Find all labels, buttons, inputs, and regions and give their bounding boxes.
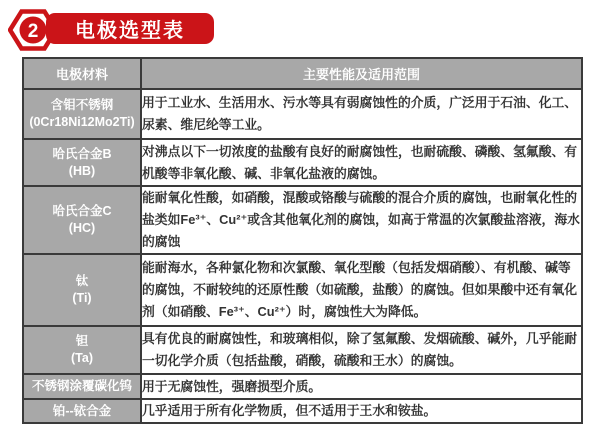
section-title: 电极选型表 bbox=[75, 20, 185, 42]
table-row bbox=[23, 399, 582, 423]
table-header-row bbox=[23, 58, 582, 89]
material-code: (0Cr18Ni12Mo2Ti) bbox=[29, 115, 135, 129]
column-header-performance: 主要性能及适用范围 bbox=[141, 58, 582, 89]
section-banner bbox=[46, 13, 214, 44]
material-name: 哈氏合金C bbox=[52, 204, 112, 218]
description-cell: 用于工业水、生活用水、污水等具有弱腐蚀性的介质，广泛用于石油、化工、尿素、维尼纶等工业。 bbox=[141, 89, 582, 139]
material-name: 哈氏合金B bbox=[52, 146, 112, 161]
material-code: (Ti) bbox=[72, 291, 92, 305]
material-cell bbox=[23, 186, 141, 254]
table-row bbox=[23, 139, 582, 186]
material-cell bbox=[23, 89, 141, 139]
table-row bbox=[23, 326, 582, 374]
description-cell: 具有优良的耐腐蚀性，和玻璃相似，除了氢氟酸、发烟硫酸、碱外，几乎能耐一切化学介质（包括盐酸，硝酸，硫酸和王水）的腐蚀。 bbox=[141, 326, 582, 374]
material-cell bbox=[23, 374, 141, 399]
description-cell: 用于无腐蚀性，强磨损型介质。 bbox=[141, 374, 582, 399]
electrode-selection-table bbox=[22, 57, 583, 424]
material-cell bbox=[23, 139, 141, 186]
table-row bbox=[23, 254, 582, 326]
material-name: 含钼不锈钢 bbox=[50, 98, 114, 112]
material-cell bbox=[23, 399, 141, 423]
material-name: 铂--铱合金 bbox=[52, 403, 112, 418]
material-name: 钛 bbox=[75, 274, 89, 288]
table-row bbox=[23, 89, 582, 139]
material-code: (HC) bbox=[68, 221, 96, 235]
material-cell bbox=[23, 326, 141, 374]
material-name: 不锈钢涂覆碳化钨 bbox=[31, 379, 132, 393]
table-row bbox=[23, 186, 582, 254]
description-cell: 几乎适用于所有化学物质，但不适用于王水和铵盐。 bbox=[141, 399, 582, 423]
material-name: 钽 bbox=[75, 334, 89, 348]
column-header-material: 电极材料 bbox=[23, 58, 141, 89]
material-code: (Ta) bbox=[71, 351, 93, 365]
description-cell: 对沸点以下一切浓度的盐酸有良好的耐腐蚀性，也耐硫酸、磷酸、氢氟酸、有机酸等非氧化酸、碱、非氧化盐液的腐蚀。 bbox=[141, 139, 582, 186]
description-cell: 能耐氧化性酸，如硝酸，混酸或铬酸与硫酸的混合介质的腐蚀，也耐氧化性的盐类如Fe³⁺、Cu²⁺或含其他氧化剂的腐蚀，如高于常温的次氯酸盐溶液，海水的腐蚀 bbox=[141, 186, 582, 254]
material-code: (HB) bbox=[68, 163, 96, 178]
material-cell bbox=[23, 254, 141, 326]
badge-number-text: 2 bbox=[27, 21, 39, 42]
table-row bbox=[23, 374, 582, 399]
description-cell: 能耐海水，各种氯化物和次氯酸、氧化型酸（包括发烟硝酸）、有机酸、碱等的腐蚀，不耐较纯的还原性酸（如硫酸，盐酸）的腐蚀。但如果酸中还有氧化剂（如硝酸、Fe³⁺、Cu²⁺）时，腐蚀性大为降低。 bbox=[141, 254, 582, 326]
